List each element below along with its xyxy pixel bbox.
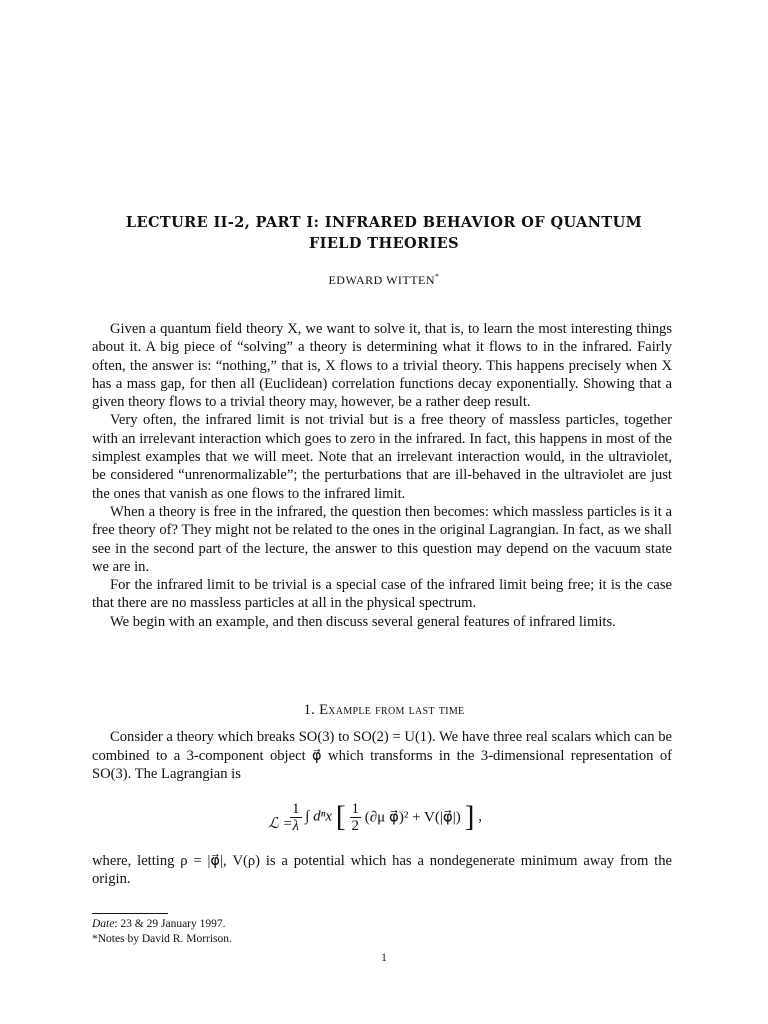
equation-integral: ∫ dⁿx xyxy=(305,808,332,825)
author-line xyxy=(0,272,768,288)
paper-title xyxy=(0,212,768,254)
equation-body: (∂μ φ⃗)² + V(|φ⃗|) xyxy=(364,809,461,826)
section-title: Example from last time xyxy=(319,702,465,718)
author-name: EDWARD WITTEN xyxy=(328,273,436,287)
title-line-1: LECTURE II-2, PART I: INFRARED BEHAVIOR OF QUANTUM xyxy=(125,214,643,231)
footnote-notes: *Notes by David R. Morrison. xyxy=(92,933,232,945)
intro-text xyxy=(92,320,672,631)
equation-rhs xyxy=(290,800,482,834)
page-number: 1 xyxy=(381,952,387,964)
equation-fraction-1: $\frac{1}{\lambda}$ xyxy=(292,800,300,834)
equation-left-bracket: [ xyxy=(335,800,346,833)
paragraph-3: When a theory is free in the infrared, the question then becomes: which massless particles is it a free theory of? They might not be related to the ones in the original Lagrangian. In fact, as we shall see in the second part of the lecture, the answer to this question may depend on the vacuum state we are in. xyxy=(92,503,672,575)
paragraph-5: We begin with an example, and then discuss several general features of infrared limits. xyxy=(110,613,616,630)
section-number: 1. xyxy=(303,702,316,718)
author-footnote-mark: * xyxy=(435,272,440,281)
after-equation-paragraph: where, letting ρ = |φ⃗|, V(ρ) is a potential which has a nondegenerate minimum away from the origin. xyxy=(92,853,672,888)
after-equation-text xyxy=(92,852,672,889)
title-line-2: FIELD THEORIES xyxy=(308,235,460,252)
footnote-rule xyxy=(92,913,168,914)
section-paragraph: Consider a theory which breaks SO(3) to SO(2) = U(1). We have three real scalars which can be combined to a 3-component object φ⃗ which transforms in the 3-dimensional representation of SO(3). The Lagrangian is xyxy=(92,729,672,783)
paragraph-2: Very often, the infrared limit is not trivial but is a free theory of massless particles, together with an irrelevant interaction which goes to zero in the infrared. In fact, this happens in most of the simplest examples that we will meet. Note that an irrelevant interaction would, in the ultraviolet, be considered “unrenormalizable”; the perturbations that are ill-behaved in the ultraviolet are just the ones that vanish as one flows to the infrared limit. xyxy=(92,412,672,502)
equation-lhs: ℒ = xyxy=(268,816,293,832)
paragraph-1: Given a quantum field theory X, we want to solve it, that is, to learn the most interesting things about it. A big piece of “solving” a theory is determining what it flows to in the infrared. Fairly often, the answer is: “nothing,” that is, X flows to a trivial theory. This happens precisely when X has a mass gap, for then all (Euclidean) correlation functions decay exponentially. Showing that a given theory flows to a trivial theory may, however, be a rather deep result. xyxy=(92,321,672,411)
equation-end: , xyxy=(478,808,482,825)
equation-fraction-2: $\frac{1}{2}$ xyxy=(351,800,359,834)
footnotes xyxy=(92,917,672,947)
section-text xyxy=(92,728,672,784)
equation-right-bracket: ] xyxy=(464,800,475,833)
footnote-date: Date: 23 & 29 January 1997. xyxy=(92,918,226,930)
paragraph-4: For the infrared limit to be trivial is a special case of the infrared limit being free; it is the case that there are no massless particles at all in the physical spectrum. xyxy=(92,577,672,612)
lagrangian-equation xyxy=(0,800,768,850)
section-heading xyxy=(0,702,768,719)
